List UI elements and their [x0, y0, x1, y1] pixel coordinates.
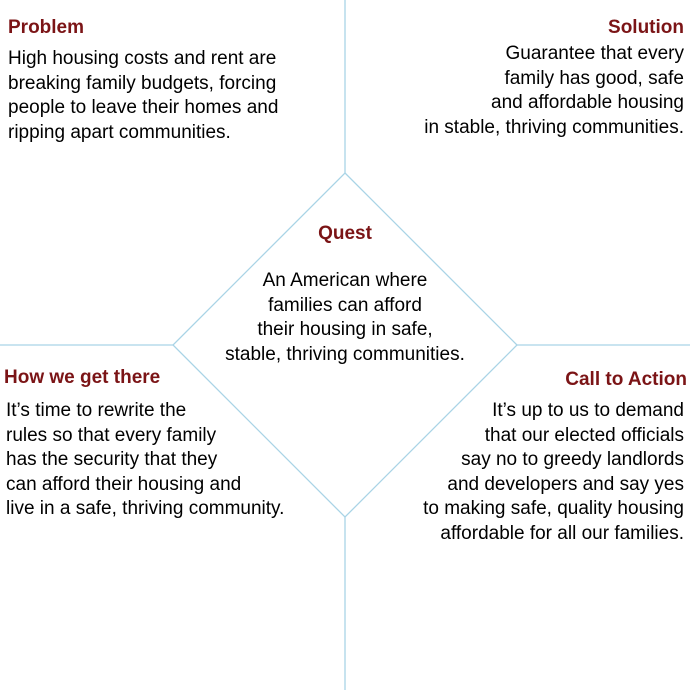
how-line: has the security that they: [6, 449, 218, 471]
solution-line: in stable, thriving communities.: [424, 116, 684, 138]
problem-line: High housing costs and rent are: [8, 48, 277, 69]
solution-line: family has good, safe: [504, 67, 684, 89]
how-title: How we get there: [4, 367, 161, 388]
how-line: live in a safe, thriving community.: [6, 498, 285, 520]
solution-text: [424, 42, 684, 140]
call-line: to making safe, quality housing: [423, 498, 684, 520]
how-text: [6, 399, 284, 522]
call-line: and developers and say yes: [447, 473, 684, 495]
problem-title: Problem: [8, 17, 85, 38]
quest-line: stable, thriving communities.: [225, 343, 465, 365]
problem-line: ripping apart communities.: [8, 121, 231, 143]
problem-line: breaking family budgets, forcing: [8, 72, 277, 94]
how-line: rules so that every family: [6, 424, 217, 446]
call-line: It’s up to us to demand: [492, 400, 684, 421]
call-text: [423, 399, 684, 547]
quest-text: [195, 269, 495, 367]
call-line: that our elected officials: [484, 424, 684, 446]
problem-line: people to leave their homes and: [8, 97, 279, 119]
call-line: say no to greedy landlords: [461, 449, 684, 471]
call-line: affordable for all our families.: [440, 522, 684, 544]
solution-line: and affordable housing: [491, 92, 684, 114]
quest-line: An American where: [262, 270, 428, 291]
solution-line: Guarantee that every: [505, 43, 684, 64]
quest-title: Quest: [318, 223, 372, 244]
quest-line: families can afford: [268, 294, 422, 316]
call-title: Call to Action: [565, 369, 687, 390]
how-line: can afford their housing and: [6, 473, 242, 495]
solution-title: Solution: [608, 17, 684, 38]
quest-line: their housing in safe,: [257, 319, 433, 341]
problem-text: [8, 47, 278, 145]
how-line: It’s time to rewrite the: [6, 400, 187, 421]
